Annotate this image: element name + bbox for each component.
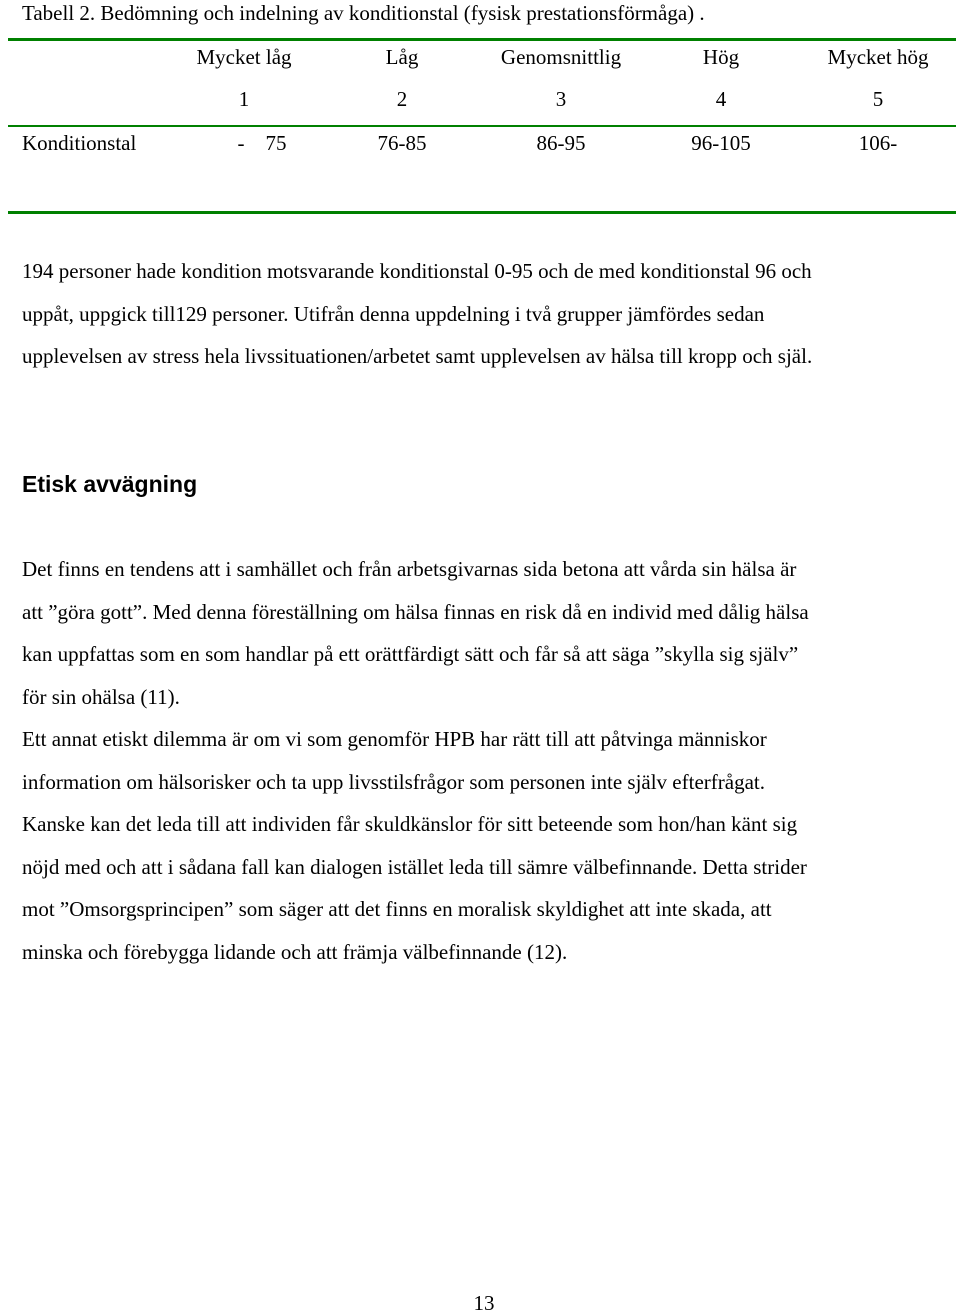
table-data-cell: 96-105 <box>691 131 751 155</box>
text-line: upplevelsen av stress hela livssituationen/arbetet samt upplevelsen av hälsa till kropp och själ. <box>22 344 813 368</box>
table-data-cell: - 75 <box>237 131 287 155</box>
table-caption: Tabell 2. Bedömning och indelning av konditionstal (fysisk prestationsförmåga) . <box>22 1 705 25</box>
table-grade-cell: 5 <box>872 87 884 111</box>
text-line: 194 personer hade kondition motsvarande konditionstal 0-95 och de med konditionstal 96 och <box>22 259 812 283</box>
text-line: att ”göra gott”. Med denna föreställning om hälsa finnas en risk då en individ med dålig hälsa <box>22 599 809 624</box>
table-grade-cell: 2 <box>396 87 408 111</box>
table-data-cell: 106- <box>858 131 898 155</box>
table-grade-cell: 4 <box>715 87 727 111</box>
text-line: mot ”Omsorgsprincipen” som säger att det finns en moralisk skyldighet att inte skada, att <box>22 897 772 921</box>
text-line: kan uppfattas som en som handlar på ett orättfärdigt sätt och får så att säga ”skylla sig själv” <box>22 642 799 666</box>
table-header-cell: Mycket hög <box>827 45 929 69</box>
section-heading: Etisk avvägning <box>22 471 198 497</box>
table-data-cell: 76-85 <box>377 131 427 155</box>
table-rule-middle <box>8 125 956 127</box>
text-line: Ett annat etiskt dilemma är om vi som genomför HPB har rätt till att påtvinga människor <box>22 727 767 751</box>
text-line: minska och förebygga lidande och att främja välbefinnande (12). <box>22 939 568 964</box>
table-rule-top <box>8 38 956 41</box>
page-number: 13 <box>473 1291 495 1315</box>
table-header-cell: Genomsnittlig <box>500 45 622 69</box>
table-header-cell: Låg <box>385 45 419 69</box>
paragraph-ethics-1 <box>22 548 952 718</box>
text-line: uppåt, uppgick till129 personer. Utifrån denna uppdelning i två grupper jämfördes sedan <box>22 301 765 326</box>
paragraph-results <box>22 250 952 378</box>
text-line: information om hälsorisker och ta upp livsstilsfrågor som personen inte själv efterfrågat. <box>22 769 765 794</box>
table-header-cell: Hög <box>702 45 740 69</box>
table-rule-bottom <box>8 211 956 214</box>
text-line: Det finns en tendens att i samhället och från arbetsgivarnas sida betona att vårda sin hälsa är <box>22 557 797 581</box>
table-grade-cell: 3 <box>555 87 567 111</box>
table-grade-cell: 1 <box>238 87 250 111</box>
text-line: nöjd med och att i sådana fall kan dialogen istället leda till sämre välbefinnande. Detta strider <box>22 854 807 879</box>
text-line: för sin ohälsa (11). <box>22 684 180 709</box>
text-line: Kanske kan det leda till att individen får skuldkänslor för sitt beteende som hon/han känt sig <box>22 812 798 836</box>
table-header-cell: Mycket låg <box>196 45 292 69</box>
table-row-label: Konditionstal <box>22 131 137 155</box>
table-data-cell: 86-95 <box>536 131 586 155</box>
paragraph-ethics-2 <box>22 718 952 973</box>
